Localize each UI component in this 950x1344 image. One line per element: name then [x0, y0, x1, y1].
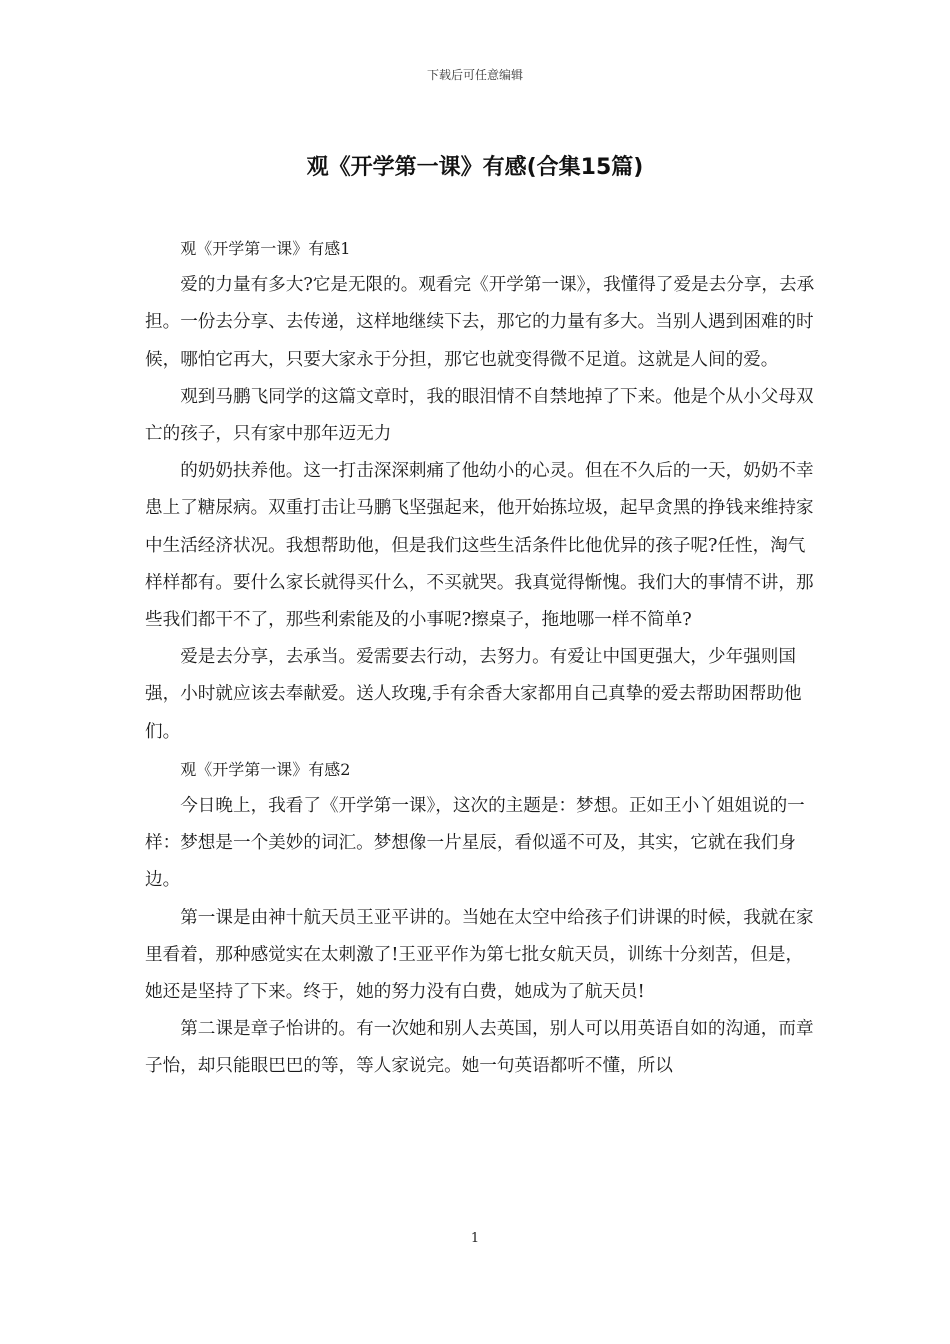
- document-body: [145, 230, 817, 1086]
- section-heading: 观《开学第一课》有感2: [180, 759, 351, 779]
- paragraph: 爱的力量有多大?它是无限的。观看完《开学第一课》，我懂得了爱是去分享，去承担。一份去分享、去传递，这样地继续下去，那它的力量有多大。当别人遇到困难的时候，哪怕它再大，只要大家永于分担，那它也就变得微不足道。这就是人间的爱。: [145, 275, 815, 370]
- paragraph: 第一课是由神十航天员王亚平讲的。当她在太空中给孩子们讲课的时候，我就在家里看着，那种感觉实在太刺激了!王亚平作为第七批女航天员，训练十分刻苦，但是，她还是坚持了下来。终于，她的努力没有白费，她成为了航天员!: [145, 907, 814, 1003]
- document-title: 观《开学第一课》有感(合集15篇): [306, 155, 644, 180]
- paragraph: 今日晚上，我看了《开学第一课》，这次的主题是：梦想。正如王小丫姐姐说的一样：梦想是一个美妙的词汇。梦想像一片星辰，看似遥不可及，其实，它就在我们身边。: [145, 796, 805, 891]
- header-note: 下载后可任意编辑: [426, 68, 523, 82]
- page-number: 1: [470, 1231, 480, 1246]
- paragraph: 第二课是章子怡讲的。有一次她和别人去英国，别人可以用英语自如的沟通，而章子怡，却只能眼巴巴的等，等人家说完。她一句英语都听不懂，所以: [145, 1019, 814, 1077]
- paragraph: 爱是去分享，去承当。爱需要去行动，去努力。有爱让中国更强大，少年强则国强，小时就应该去奉献爱。送人玫瑰,手有余香大家都用自己真挚的爱去帮助困帮助他们。: [145, 647, 802, 742]
- section-heading: 观《开学第一课》有感1: [180, 239, 351, 258]
- paragraph: 观到马鹏飞同学的这篇文章时，我的眼泪情不自禁地掉了下来。他是个从小父母双亡的孩子，只有家中那年迈无力: [145, 386, 814, 445]
- paragraph: 的奶奶扶养他。这一打击深深刺痛了他幼小的心灵。但在不久后的一天，奶奶不幸患上了糖尿病。双重打击让马鹏飞坚强起来，他开始拣垃圾，起早贪黑的挣钱来维持家中生活经济状况。我想帮助他，但是我们这些生活条件比他优异的孩子呢?任性，淘气样样都有。要什么家长就得买什么，不买就哭。我真觉得惭愧。我们大的事情不讲，那些我们都干不了，那些利索能及的小事呢?擦桌子，拖地哪一样不简单?: [145, 461, 814, 631]
